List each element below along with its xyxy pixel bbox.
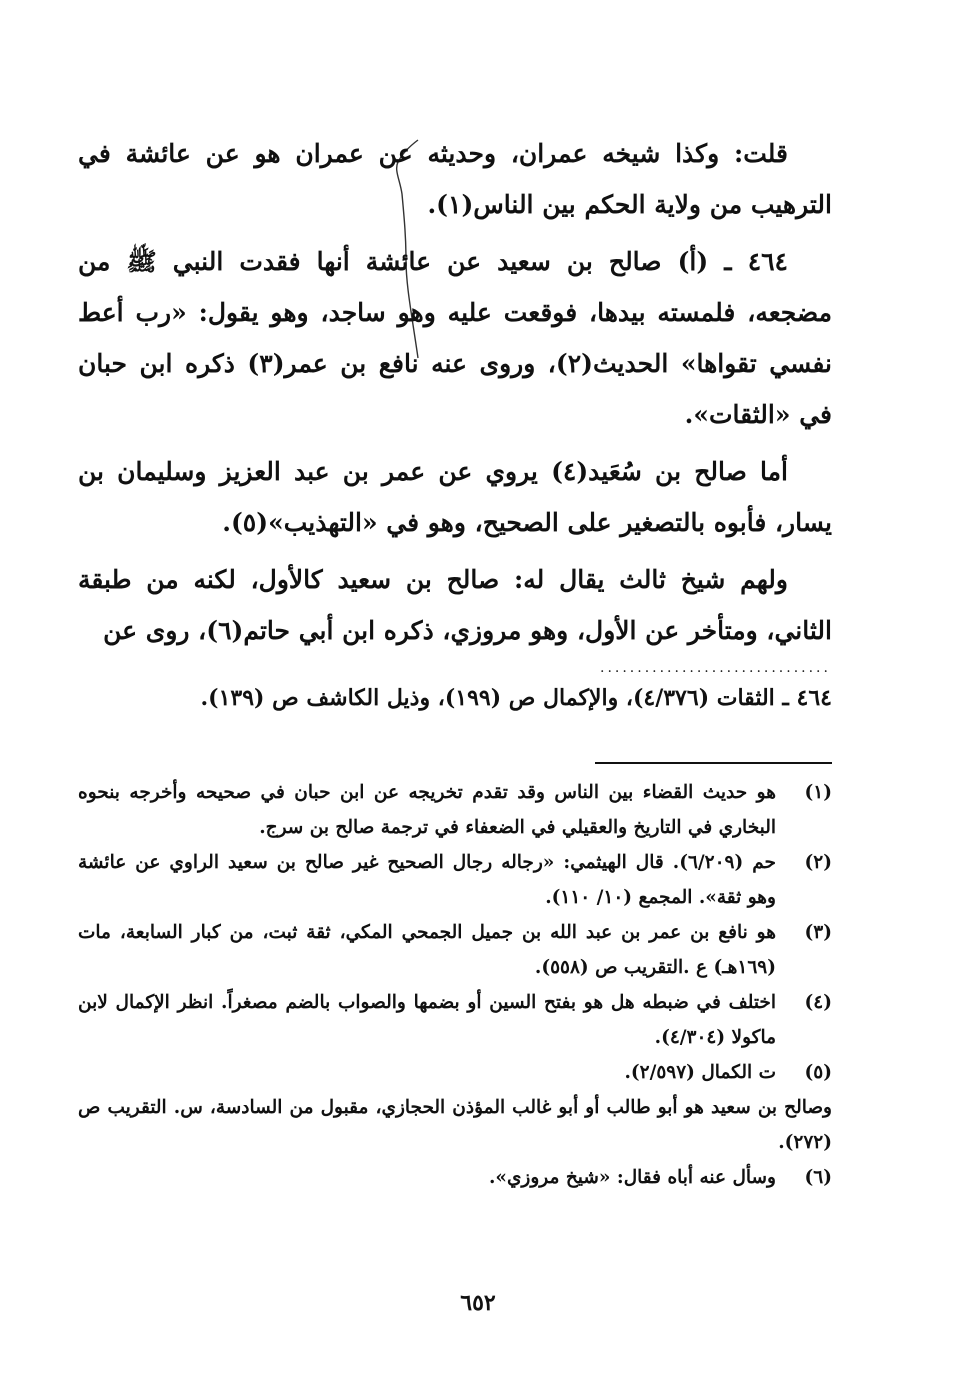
dotted-separator: ............................... xyxy=(600,660,831,676)
paragraph: قلت: وكذا شيخه عمران، وحديثه عن عمران هو عن عائشة في الترهيب من ولاية الحكم بين الناس(١). xyxy=(78,139,832,219)
footnotes xyxy=(78,775,832,1195)
footnote-number: (٢) xyxy=(804,852,832,873)
footnote xyxy=(78,1160,832,1195)
footnote-number: (٥) xyxy=(804,1062,832,1083)
footnote xyxy=(78,985,832,1055)
footnote-continuation xyxy=(78,1090,832,1160)
footnote-text: اختلف في ضبطه هل هو بفتح السين أو بضمها والصواب بالضم مصغراً. انظر الإكمال لابن ماكولا (٤/٣٠٤). xyxy=(78,992,776,1048)
paragraph: أما صالح بن سُعَيد(٤) يروي عن عمر بن عبد العزيز وسليمان بن يسار، فأبوه بالتصغير على الصحيح، وهو في «التهذيب»(٥). xyxy=(78,457,832,537)
footnote xyxy=(78,915,832,985)
footnote-number: (٤) xyxy=(804,992,832,1013)
footnote-text: هو حديث القضاء بين الناس وقد تقدم تخريجه عن ابن حبان في صحيحه وأخرجه بنحوه البخاري في التاريخ والعقيلي في الضعفاء في ترجمة صالح بن سرج. xyxy=(78,782,776,838)
footnote-number: (١) xyxy=(804,782,832,803)
footnote-number: (٣) xyxy=(804,922,832,943)
footnote-text: وسأل عنه أباه فقال: «شيخ مروزي». xyxy=(488,1167,776,1188)
footnote xyxy=(78,845,832,915)
footnote xyxy=(78,1055,832,1090)
footnote-text: حم (٦/٢٠٩). قال الهيثمي: «رجاله رجال الصحيح غير صالح بن سعيد الراوي عن عائشة وهو ثقة». المجمع (١٠/ ١١٠). xyxy=(78,852,776,908)
footnote-text: ت الكمال (٢/٥٩٧). xyxy=(624,1062,776,1083)
entry-reference: ٤٦٤ ـ الثقات (٤/٣٧٦)، والإكمال ص (١٩٩)، وذيل الكاشف ص (١٣٩). xyxy=(200,685,832,711)
footnote-text: وصالح بن سعيد هو أبو طالب أو أبو غالب المؤذن الحجازي، مقبول من السادسة، س. التقريب ص (٢٧٢). xyxy=(78,1097,832,1153)
paragraph: ولهم شيخ ثالث يقال له: صالح بن سعيد كالأول، لكنه من طبقة الثاني، ومتأخر عن الأول، وهو مروزي، ذكره ابن أبي حاتم(٦)، روى عن xyxy=(78,565,832,645)
main-text xyxy=(78,128,832,662)
paragraph: ٤٦٤ ـ (أ) صالح بن سعيد عن عائشة أنها فقدت النبي ﷺ من مضجعه، فلمسته بيدها، فوقعت عليه وهو ساجد، وهو يقول: «رب أعط نفسي تقواها» الحديث(٢)، وروى عنه نافع بن عمر(٣) ذكره ابن حبان في «الثقات». xyxy=(78,247,833,429)
footnote-text: هو نافع بن عمر بن عبد الله بن جميل الجمحي المكي، ثقة ثبت، من كبار السابعة، مات (١٦٩هـ) ع .التقريب ص (٥٥٨). xyxy=(78,922,776,978)
footnote xyxy=(78,775,832,845)
footnote-number: (٦) xyxy=(804,1167,832,1188)
page-number: ٦٥٢ xyxy=(460,1290,496,1316)
footnote-divider xyxy=(595,762,832,764)
